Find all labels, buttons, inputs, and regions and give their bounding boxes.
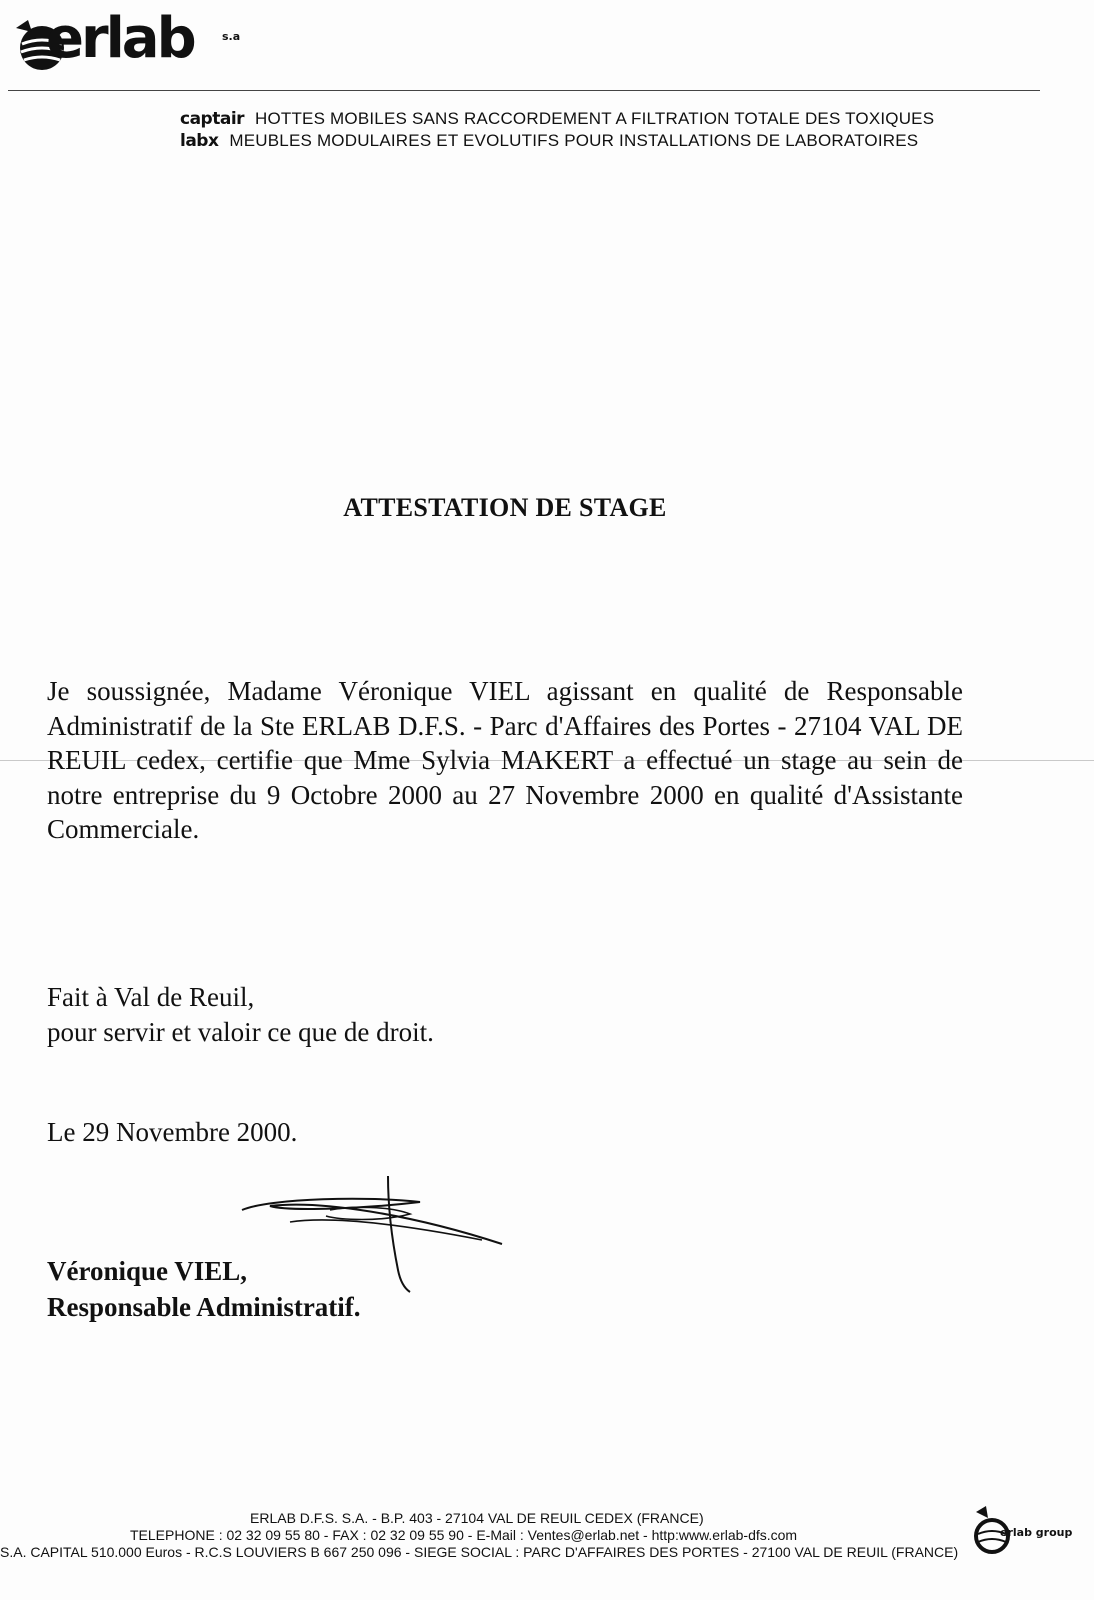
document-date: Le 29 Novembre 2000. (47, 1117, 298, 1147)
footer-legal: S.A. CAPITAL 510.000 Euros - R.C.S LOUVIERS B 667 250 096 - SIEGE SOCIAL : PARC D'AFFAIRES DES PORTES - 27100 VAL DE REUIL (FRANCE) (0, 1544, 959, 1560)
tagline-text: HOTTES MOBILES SANS RACCORDEMENT A FILTRATION TOTALE DES TOXIQUES (254, 109, 935, 128)
logo-suffix: s.a (222, 30, 241, 43)
signatory-title: Responsable Administratif. (47, 1292, 361, 1322)
footer-contact: TELEPHONE : 02 32 09 55 80 - FAX : 02 32 09 55 90 - E-Mail : Ventes@erlab.net - http:www.erlab-dfs.com (130, 1527, 798, 1543)
tagline-text: MEUBLES MODULAIRES ET EVOLUTIFS POUR INSTALLATIONS DE LABORATOIRES (229, 131, 919, 150)
document-title: ATTESTATION DE STAGE (343, 493, 667, 522)
purpose-line: pour servir et valoir ce que de droit. (47, 1017, 434, 1047)
place-line: Fait à Val de Reuil, (47, 982, 255, 1012)
logo-wordmark: erlab (46, 6, 194, 71)
header-divider (8, 90, 1040, 91)
brand-captair: captair (180, 109, 245, 129)
attestation-body: Je soussignée, Madame Véronique VIEL agissant en qualité de Responsable Administratif de la Ste ERLAB D.F.S. - Parc d'Affaires des Portes - 27104 VAL DE REUIL cedex, certifie que Mme Sylvia MAKERT a effectué un stage au sein de notre entreprise du 9 Octobre 2000 au 27 Novembre 2000 en qualité d'Assistante Commerciale. (47, 676, 963, 844)
tagline-captair (180, 109, 934, 129)
brand-labx: labx (180, 131, 219, 151)
tagline-labx (180, 131, 918, 151)
erlab-group-logo (972, 1506, 1072, 1566)
erlab-logo (10, 8, 240, 76)
place-statement (47, 980, 434, 1050)
footer-address: ERLAB D.F.S. S.A. - B.P. 403 - 27104 VAL DE REUIL CEDEX (FRANCE) (250, 1510, 704, 1526)
group-logo-text: erlab group (1000, 1526, 1073, 1539)
signatory-name: Véronique VIEL, (47, 1256, 248, 1286)
signatory-block (47, 1253, 361, 1325)
